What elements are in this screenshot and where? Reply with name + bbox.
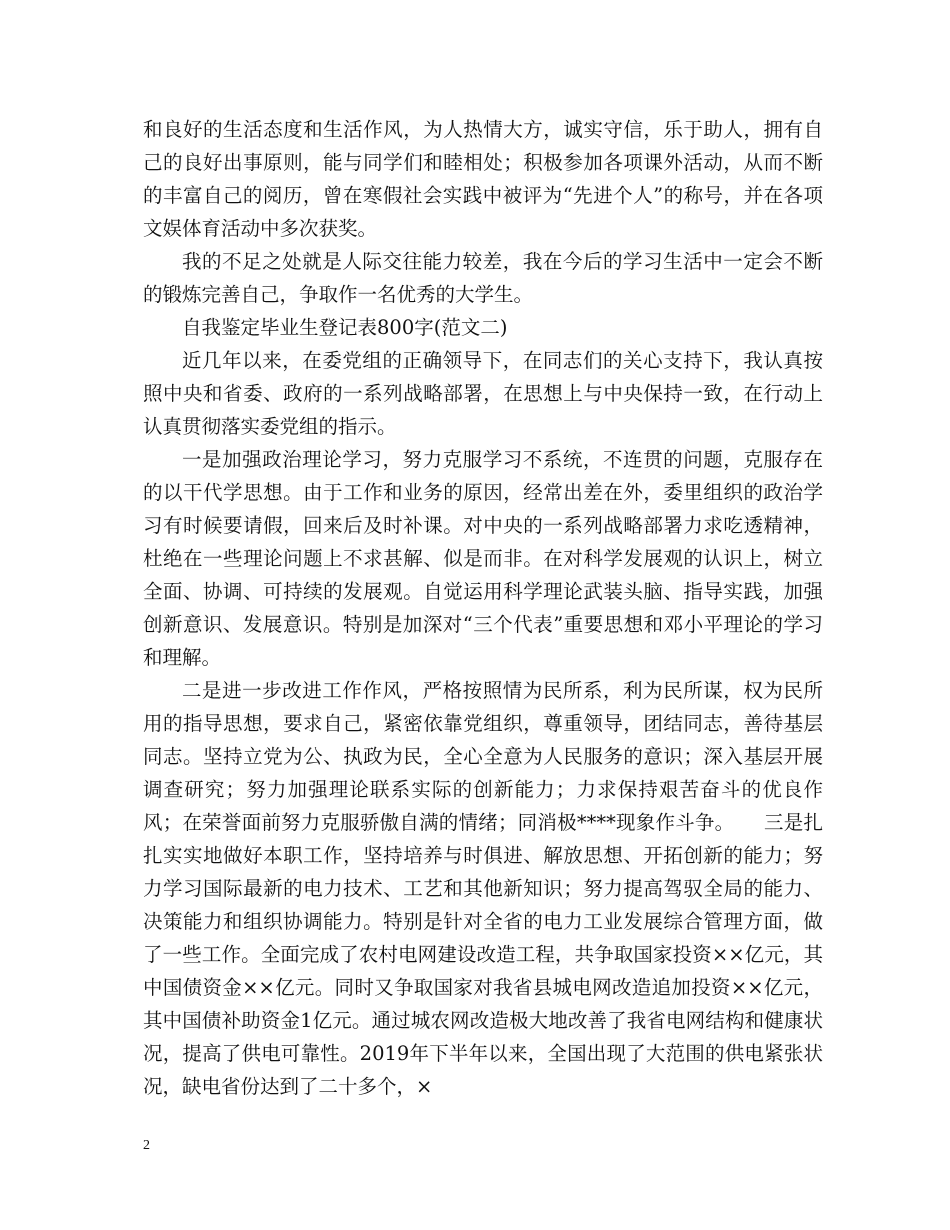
paragraph-1: 和良好的生活态度和生活作风，为人热情大方，诚实守信，乐于助人，拥有自己的良好出事原则，能与同学们和睦相处；积极参加各项课外活动，从而不断的丰富自己的阅历，曾在寒假社会实践中被评为“先进个人”的称号，并在各项文娱体育活动中多次获奖。 [143,118,823,240]
paragraph-3: 近几年以来，在委党组的正确领导下，在同志们的关心支持下，我认真按照中央和省委、政府的一系列战略部署，在思想上与中央保持一致，在行动上认真贯彻落实委党组的指示。 [143,349,823,438]
paragraph-4: 一是加强政治理论学习，努力克服学习不系统，不连贯的问题，克服存在的以干代学思想。由于工作和业务的原因，经常出差在外，委里组织的政治学习有时候要请假，回来后及时补课。对中央的一系列战略部署力求吃透精神，杜绝在一些理论问题上不求甚解、似是而非。在对科学发展观的认识上，树立全面、协调、可持续的发展观。自觉运用科学理论武装头脑、指导实践，加强创新意识、发展意识。特别是加深对“三个代表”重要思想和邓小平理论的学习和理解。 [143,448,823,669]
page-number: 2 [143,1138,150,1153]
document-body [143,113,823,1103]
paragraph-5: 二是进一步改进工作作风，严格按照情为民所系，利为民所谋，权为民所用的指导思想，要求自己，紧密依靠党组织，尊重领导，团结同志，善待基层同志。坚持立党为公、执政为民，全心全意为人民服务的意识；深入基层开展调查研究；努力加强理论联系实际的创新能力；力求保持艰苦奋斗的优良作风；在荣誉面前努力克服骄傲自满的情绪；同消极****现象作斗争。 三是扎扎实实地做好本职工作，坚持培养与时俱进、解放思想、开拓创新的能力；努力学习国际最新的电力技术、工艺和其他新知识；努力提高驾驭全局的能力、决策能力和组织协调能力。特别是针对全省的电力工业发展综合管理方面，做了一些工作。全面完成了农村电网建设改造工程，共争取国家投资××亿元，其中国债资金××亿元。同时又争取国家对我省县城电网改造追加投资××亿元，其中国债补助资金1亿元。通过城农网改造极大地改善了我省电网结构和健康状况，提高了供电可靠性。2019年下半年以来，全国出现了大范围的供电紧张状况，缺电省份达到了二十多个，× [143,679,823,1098]
section-heading: 自我鉴定毕业生登记表800字(范文二) [182,316,508,339]
paragraph-2: 我的不足之处就是人际交往能力较差，我在今后的学习生活中一定会不断的锻炼完善自己，争取作一名优秀的大学生。 [143,250,823,306]
